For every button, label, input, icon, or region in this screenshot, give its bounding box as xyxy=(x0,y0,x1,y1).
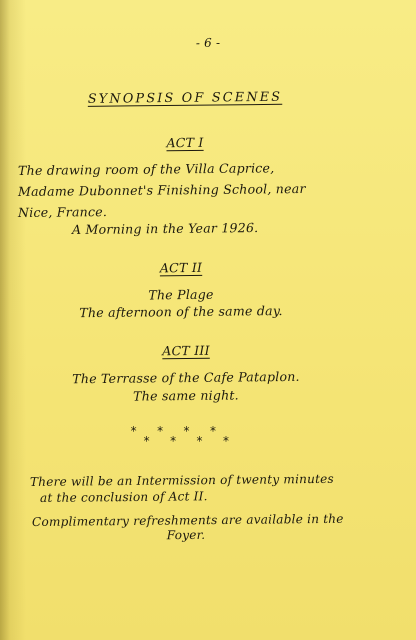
act-2-heading: ACT II xyxy=(159,259,203,276)
act-1-line-2: Madame Dubonnet's Finishing School, near xyxy=(17,180,306,199)
act-3-line-1: The Terrasse of the Cafe Pataplon. xyxy=(72,368,300,387)
act-3-line-2: The same night. xyxy=(133,387,239,404)
page-number: - 6 - xyxy=(195,35,221,50)
act-1-heading: ACT I xyxy=(166,134,204,151)
refreshments-note-line-2: Foyer. xyxy=(166,527,206,543)
act-2-line-1: The Plage xyxy=(148,286,214,303)
star-divider-row-2: * * * * xyxy=(143,434,236,448)
act-1-line-1: The drawing room of the Villa Caprice, xyxy=(17,160,275,178)
act-1-line-4: A Morning in the Year 1926. xyxy=(71,220,259,237)
refreshments-note-line-1: Complimentary refreshments are available in the xyxy=(31,511,344,529)
intermission-note-line-2: at the conclusion of Act II. xyxy=(39,489,208,505)
star-divider-row-1: * * * * xyxy=(130,424,223,438)
act-2-line-2: The afternoon of the same day. xyxy=(79,303,283,321)
intermission-note-line-1: There will be an Intermission of twenty minutes xyxy=(29,471,334,489)
act-1-line-3: Nice, France. xyxy=(17,204,108,220)
act-3-heading: ACT III xyxy=(162,342,210,359)
synopsis-heading: SYNOPSIS OF SCENES xyxy=(87,89,283,107)
